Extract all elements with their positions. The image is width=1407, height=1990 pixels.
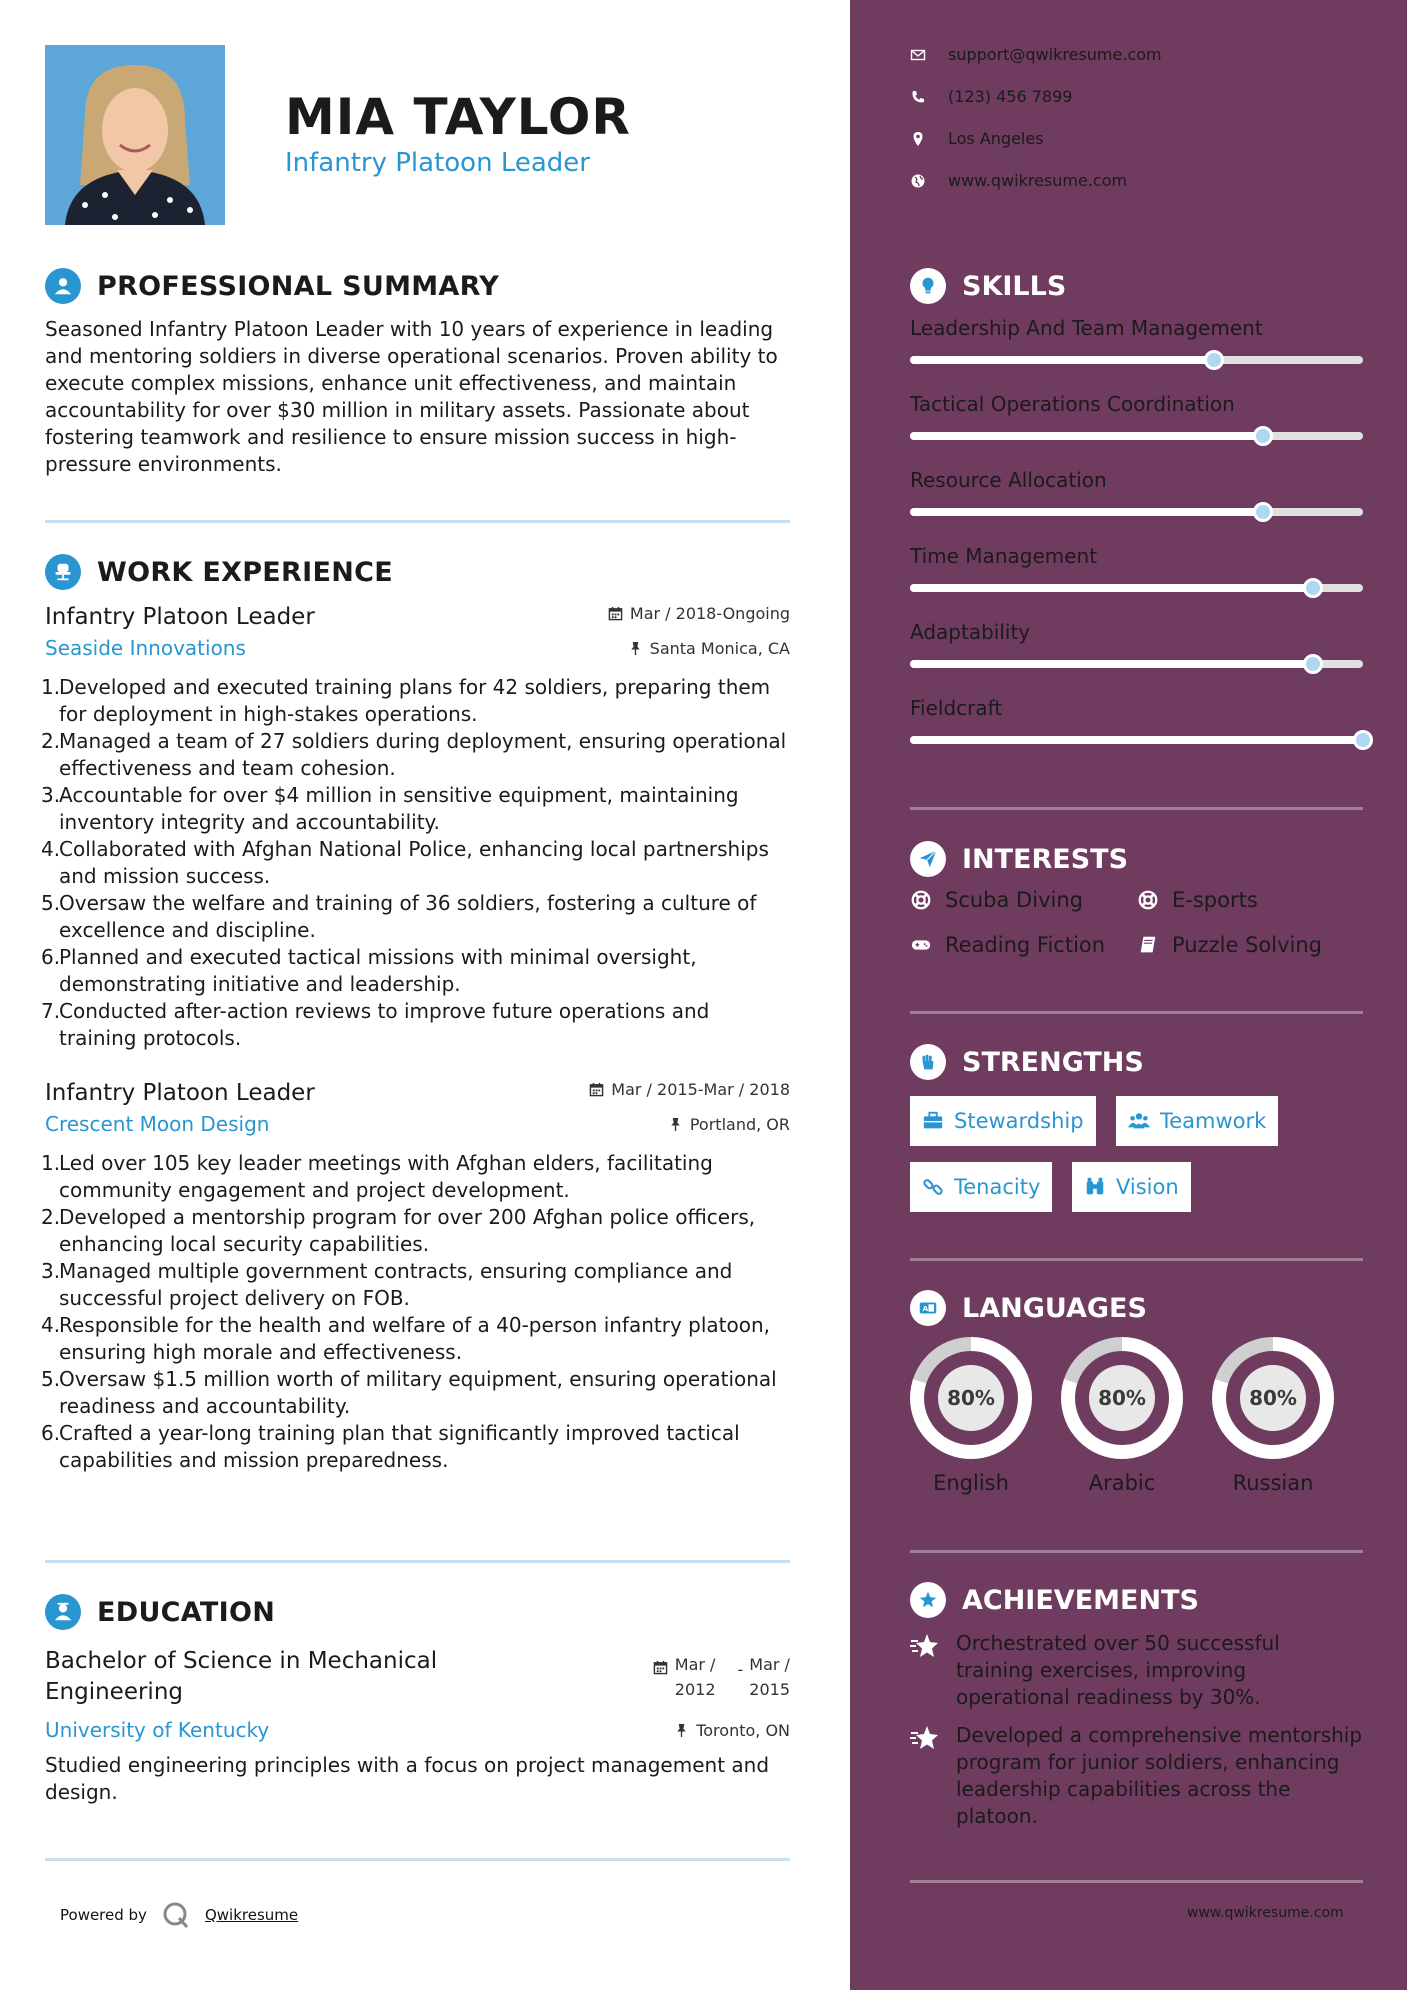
bullet-number: 4. bbox=[41, 837, 61, 861]
candidate-role: Infantry Platoon Leader bbox=[285, 148, 590, 178]
bullet-item bbox=[41, 890, 790, 944]
translate-icon bbox=[910, 1290, 946, 1326]
strength-tag bbox=[1116, 1096, 1278, 1146]
interest-item bbox=[910, 933, 1105, 957]
footer-site: www.qwikresume.com bbox=[1187, 1905, 1344, 1921]
contact-website: www.qwikresume.com bbox=[910, 171, 1127, 190]
language-name: English bbox=[933, 1471, 1009, 1495]
company-name: Crescent Moon Design bbox=[45, 1112, 270, 1136]
job-location bbox=[628, 639, 790, 658]
bullet-number: 4. bbox=[41, 1313, 61, 1337]
language-percent: 80% bbox=[938, 1365, 1004, 1431]
skill-bar-knob[interactable] bbox=[1204, 350, 1224, 370]
skill-item bbox=[910, 468, 1363, 516]
calendar-icon bbox=[589, 1082, 604, 1097]
achievement-item bbox=[910, 1722, 1363, 1830]
skill-item bbox=[910, 392, 1363, 440]
job-bullets bbox=[41, 674, 790, 1052]
contact-phone: (123) 456 7899 bbox=[910, 87, 1072, 106]
bullet-text: Responsible for the health and welfare of a 40-person infantry platoon, ensuring high morale and effectiveness. bbox=[59, 1313, 771, 1364]
link-icon bbox=[922, 1176, 944, 1198]
bullet-item bbox=[41, 674, 790, 728]
lifebuoy-icon bbox=[910, 889, 932, 911]
summary-section bbox=[45, 266, 790, 478]
bullet-item bbox=[41, 1258, 790, 1312]
interest-item bbox=[910, 888, 1083, 912]
job-header bbox=[45, 1080, 790, 1106]
skill-bar bbox=[910, 584, 1363, 592]
skill-label: Resource Allocation bbox=[910, 468, 1107, 492]
job-entry bbox=[41, 1080, 790, 1474]
bullet-text: Developed a mentorship program for over 200 Afghan police officers, enhancing local security capabilities. bbox=[59, 1205, 756, 1256]
bullet-item bbox=[41, 1420, 790, 1474]
chair-icon bbox=[45, 554, 81, 590]
pin-icon bbox=[674, 1723, 689, 1738]
education-date bbox=[653, 1652, 790, 1702]
skill-label: Fieldcraft bbox=[910, 696, 1003, 720]
skill-label: Time Management bbox=[910, 544, 1098, 568]
contact-location: Los Angeles bbox=[910, 129, 1044, 148]
language-percent: 80% bbox=[1089, 1365, 1155, 1431]
strength-tag bbox=[910, 1096, 1096, 1146]
language-ring bbox=[1212, 1337, 1334, 1459]
job-title: Infantry Platoon Leader bbox=[45, 1080, 315, 1106]
skill-bar-fill bbox=[910, 508, 1263, 516]
job-date-text: Mar / 2015-Mar / 2018 bbox=[611, 1080, 790, 1099]
bullet-text: Developed and executed training plans for 42 soldiers, preparing them for deployment in high-stakes operations. bbox=[59, 675, 771, 726]
job-header bbox=[45, 604, 790, 630]
skill-bar-knob[interactable] bbox=[1353, 730, 1373, 750]
users-icon bbox=[1128, 1110, 1150, 1132]
bullet-item bbox=[41, 728, 790, 782]
job-date-text: Mar / 2018-Ongoing bbox=[629, 604, 790, 623]
job-location-text: Portland, OR bbox=[689, 1114, 790, 1134]
achievement-item bbox=[910, 1630, 1363, 1711]
divider bbox=[910, 1011, 1363, 1014]
education-location: Toronto, ON bbox=[674, 1721, 790, 1740]
job-subheader bbox=[45, 1112, 790, 1136]
strength-tag bbox=[910, 1162, 1052, 1212]
languages-heading: A LANGUAGES bbox=[910, 1290, 1147, 1326]
language-item bbox=[910, 1337, 1032, 1495]
calendar-icon bbox=[653, 1660, 668, 1675]
skill-bar-fill bbox=[910, 356, 1214, 364]
bullet-item bbox=[41, 1204, 790, 1258]
skill-label: Adaptability bbox=[910, 620, 1031, 644]
strength-label: Tenacity bbox=[954, 1175, 1041, 1199]
language-ring bbox=[1061, 1337, 1183, 1459]
skills-heading: SKILLS bbox=[910, 268, 1066, 304]
skill-bar-fill bbox=[910, 432, 1263, 440]
summary-text: Seasoned Infantry Platoon Leader with 10 years of experience in leading and mentoring soldiers in diverse operational scenarios. Proven ability to execute complex missions, enhance unit effectiveness, and maintain accountability for over $30 million in military assets. Passionate about fostering teamwork and resilience to ensure mission success in high-pressure environments. bbox=[45, 317, 778, 476]
divider bbox=[45, 520, 790, 523]
language-name: Russian bbox=[1232, 1471, 1314, 1495]
bullet-item bbox=[41, 1150, 790, 1204]
job-location bbox=[668, 1115, 790, 1134]
language-percent: 80% bbox=[1240, 1365, 1306, 1431]
language-item bbox=[1212, 1337, 1334, 1495]
bullet-number: 6. bbox=[41, 945, 61, 969]
job-bullets bbox=[41, 1150, 790, 1474]
phone-icon bbox=[910, 89, 926, 105]
bullet-text: Oversaw $1.5 million worth of military equipment, ensuring operational readiness and accountability. bbox=[59, 1367, 777, 1418]
divider bbox=[45, 1858, 790, 1861]
interest-label: Puzzle Solving bbox=[1172, 933, 1322, 957]
language-item bbox=[1061, 1337, 1183, 1495]
divider bbox=[910, 1880, 1363, 1883]
date-start-year: 2012 bbox=[674, 1680, 716, 1699]
bullet-item bbox=[41, 836, 790, 890]
bullet-text: Accountable for over $4 million in sensitive equipment, maintaining inventory integrity and accountability. bbox=[59, 783, 739, 834]
skill-item bbox=[910, 544, 1363, 592]
skill-bar-fill bbox=[910, 584, 1313, 592]
bullet-number: 1. bbox=[41, 675, 61, 699]
bullet-item bbox=[41, 782, 790, 836]
qwikresume-logo-icon bbox=[161, 1900, 191, 1930]
paper-plane-icon bbox=[910, 841, 946, 877]
divider bbox=[910, 807, 1363, 810]
strength-label: Teamwork bbox=[1160, 1109, 1267, 1133]
education-title: EDUCATION bbox=[97, 1596, 276, 1628]
bullet-number: 6. bbox=[41, 1421, 61, 1445]
bullet-number: 2. bbox=[41, 1205, 61, 1229]
bullet-text: Managed multiple government contracts, ensuring compliance and successful project delivery on FOB. bbox=[59, 1259, 733, 1310]
job-date bbox=[608, 604, 790, 623]
skill-item bbox=[910, 620, 1363, 668]
binoculars-icon bbox=[1084, 1176, 1106, 1198]
language-ring bbox=[910, 1337, 1032, 1459]
job-entry bbox=[41, 604, 790, 1052]
bullet-number: 5. bbox=[41, 1367, 61, 1391]
svg-text:A: A bbox=[922, 1304, 929, 1314]
map-marker-icon bbox=[910, 131, 926, 147]
job-title: Infantry Platoon Leader bbox=[45, 604, 315, 630]
fist-icon bbox=[910, 1044, 946, 1080]
skill-label: Tactical Operations Coordination bbox=[910, 392, 1235, 416]
date-end-year: 2015 bbox=[749, 1680, 790, 1699]
skill-bar-fill bbox=[910, 660, 1313, 668]
skill-bar bbox=[910, 356, 1363, 364]
qwikresume-link[interactable]: Qwikresume bbox=[204, 1906, 299, 1924]
bullet-text: Oversaw the welfare and training of 36 soldiers, fostering a culture of excellence and discipline. bbox=[59, 891, 757, 942]
education-text: Studied engineering principles with a focus on project management and design. bbox=[45, 1753, 770, 1804]
bullet-number: 3. bbox=[41, 783, 61, 807]
interests-heading: INTERESTS bbox=[910, 841, 1128, 877]
interest-label: Scuba Diving bbox=[945, 888, 1083, 912]
language-name: Arabic bbox=[1088, 1471, 1156, 1495]
achievements-heading: ACHIEVEMENTS bbox=[910, 1582, 1199, 1618]
lifebuoy-icon bbox=[1137, 889, 1159, 911]
strengths-heading: STRENGTHS bbox=[910, 1044, 1144, 1080]
divider bbox=[45, 1560, 790, 1563]
skill-bar bbox=[910, 660, 1363, 668]
interest-item bbox=[1137, 888, 1258, 912]
bullet-number: 7. bbox=[41, 999, 61, 1023]
bullet-item bbox=[41, 1312, 790, 1366]
bullet-text: Conducted after-action reviews to improve future operations and training protocols. bbox=[59, 999, 710, 1050]
experience-title: WORK EXPERIENCE bbox=[97, 556, 393, 588]
skill-bar bbox=[910, 432, 1363, 440]
job-location-text: Santa Monica, CA bbox=[649, 638, 790, 658]
bullet-item bbox=[41, 1366, 790, 1420]
envelope-icon bbox=[910, 47, 926, 63]
school-name: University of Kentucky bbox=[45, 1718, 270, 1742]
bullet-text: Crafted a year-long training plan that significantly improved tactical capabilities and mission preparedness. bbox=[59, 1421, 740, 1472]
achievement-text: Orchestrated over 50 successful training exercises, improving operational readiness by 30%. bbox=[956, 1631, 1280, 1709]
date-start-month: Mar / bbox=[674, 1655, 716, 1674]
bullet-number: 3. bbox=[41, 1259, 61, 1283]
globe-icon bbox=[910, 173, 926, 189]
interest-label: Reading Fiction bbox=[945, 933, 1106, 957]
strength-label: Vision bbox=[1116, 1175, 1179, 1199]
profile-photo bbox=[45, 45, 225, 225]
book-icon bbox=[1137, 934, 1159, 956]
achievement-text: Developed a comprehensive mentorship program for junior soldiers, enhancing leadership capabilities across the platoon. bbox=[956, 1723, 1363, 1828]
contact-email: support@qwikresume.com bbox=[910, 45, 1162, 64]
strength-tag bbox=[1072, 1162, 1191, 1212]
bullet-text: Led over 105 key leader meetings with Afghan elders, facilitating community engagement and project development. bbox=[59, 1151, 713, 1202]
job-list bbox=[41, 604, 790, 1474]
gamepad-icon bbox=[910, 934, 932, 956]
bullet-number: 2. bbox=[41, 729, 61, 753]
bullet-number: 5. bbox=[41, 891, 61, 915]
bullet-item bbox=[41, 944, 790, 998]
candidate-name: MIA TAYLOR bbox=[285, 88, 631, 146]
skill-bar-fill bbox=[910, 736, 1363, 744]
pin-icon bbox=[628, 641, 643, 656]
bullet-text: Managed a team of 27 soldiers during deployment, ensuring operational effectiveness and team cohesion. bbox=[59, 729, 787, 780]
pin-icon bbox=[668, 1117, 683, 1132]
skill-item bbox=[910, 696, 1363, 744]
skill-bar bbox=[910, 736, 1363, 744]
star-sparkle-icon bbox=[910, 1632, 940, 1660]
briefcase-icon bbox=[922, 1110, 944, 1132]
calendar-icon bbox=[608, 606, 623, 621]
education-section bbox=[45, 1592, 790, 1806]
bullet-number: 1. bbox=[41, 1151, 61, 1175]
date-separator: - bbox=[737, 1660, 744, 1679]
star-sparkle-icon bbox=[910, 1724, 940, 1752]
company-name: Seaside Innovations bbox=[45, 636, 246, 660]
bullet-item bbox=[41, 998, 790, 1052]
lightbulb-icon bbox=[910, 268, 946, 304]
language-ring-inner bbox=[1226, 1351, 1320, 1445]
skill-bar bbox=[910, 508, 1363, 516]
divider bbox=[910, 1550, 1363, 1553]
star-badge-icon bbox=[910, 1582, 946, 1618]
skill-label: Leadership And Team Management bbox=[910, 316, 1263, 340]
divider bbox=[910, 1258, 1363, 1261]
user-icon bbox=[45, 268, 81, 304]
language-ring-inner bbox=[924, 1351, 1018, 1445]
footer-powered: Powered by Qwikresume bbox=[60, 1900, 298, 1930]
date-end-month: Mar / bbox=[749, 1655, 790, 1674]
strength-label: Stewardship bbox=[954, 1109, 1084, 1133]
degree-title: Bachelor of Science in Mechanical Engineering bbox=[45, 1648, 438, 1705]
experience-section bbox=[41, 552, 790, 1474]
interest-item bbox=[1137, 933, 1322, 957]
bullet-text: Planned and executed tactical missions with minimal oversight, demonstrating initiative and leadership. bbox=[59, 945, 697, 996]
job-date bbox=[589, 1080, 790, 1099]
interest-label: E-sports bbox=[1172, 888, 1258, 912]
language-ring-inner bbox=[1075, 1351, 1169, 1445]
bullet-text: Collaborated with Afghan National Police, enhancing local partnerships and mission success. bbox=[59, 837, 769, 888]
skill-item bbox=[910, 316, 1363, 364]
job-subheader bbox=[45, 636, 790, 660]
graduate-icon bbox=[45, 1594, 81, 1630]
summary-title: PROFESSIONAL SUMMARY bbox=[97, 270, 500, 302]
